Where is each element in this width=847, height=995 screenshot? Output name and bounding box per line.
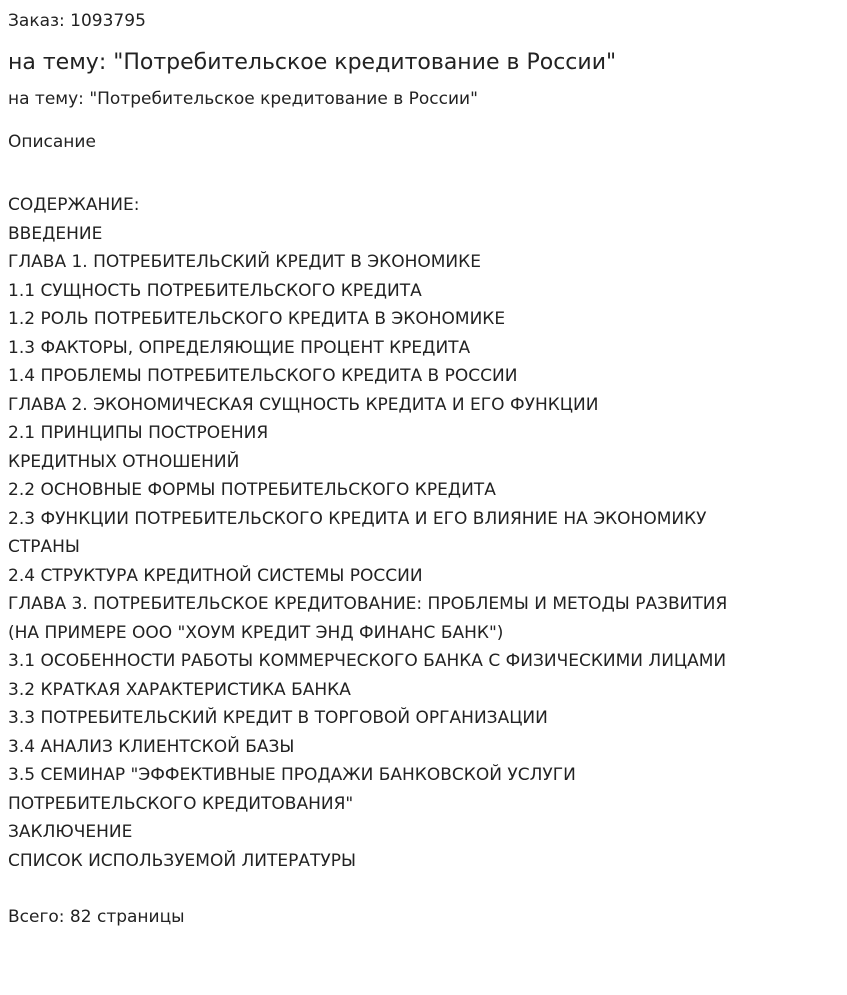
toc-line: 2.2 ОСНОВНЫЕ ФОРМЫ ПОТРЕБИТЕЛЬСКОГО КРЕДИТА: [8, 480, 496, 500]
toc-line: ГЛАВА 2. ЭКОНОМИЧЕСКАЯ СУЩНОСТЬ КРЕДИТА И ЕГО ФУНКЦИИ: [8, 394, 599, 415]
toc-line: КРЕДИТНЫХ ОТНОШЕНИЙ: [8, 451, 240, 472]
toc-line: СПИСОК ИСПОЛЬЗУЕМОЙ ЛИТЕРАТУРЫ: [8, 850, 356, 871]
toc-line: 2.1 ПРИНЦИПЫ ПОСТРОЕНИЯ: [8, 423, 269, 443]
page-count: Всего: 82 страницы: [8, 907, 185, 927]
toc-line: 3.4 АНАЛИЗ КЛИЕНТСКОЙ БАЗЫ: [8, 736, 295, 757]
toc-line: 3.3 ПОТРЕБИТЕЛЬСКИЙ КРЕДИТ В ТОРГОВОЙ ОРГАНИЗАЦИИ: [8, 708, 548, 728]
page-subtitle: на тему: "Потребительское кредитование в России": [8, 89, 478, 109]
toc-line: 2.4 СТРУКТУРА КРЕДИТНОЙ СИСТЕМЫ РОССИИ: [8, 565, 423, 586]
toc-line: ГЛАВА 1. ПОТРЕБИТЕЛЬСКИЙ КРЕДИТ В ЭКОНОМИКЕ: [8, 252, 481, 272]
page-title: на тему: "Потребительское кредитование в России": [8, 50, 617, 75]
toc-line: 1.2 РОЛЬ ПОТРЕБИТЕЛЬСКОГО КРЕДИТА В ЭКОНОМИКЕ: [8, 309, 506, 329]
toc-line: 2.3 ФУНКЦИИ ПОТРЕБИТЕЛЬСКОГО КРЕДИТА И ЕГО ВЛИЯНИЕ НА ЭКОНОМИКУ: [8, 508, 707, 529]
toc-line: 3.1 ОСОБЕННОСТИ РАБОТЫ КОММЕРЧЕСКОГО БАНКА С ФИЗИЧЕСКИМИ ЛИЦАМИ: [8, 651, 727, 671]
toc-line: 1.1 СУЩНОСТЬ ПОТРЕБИТЕЛЬСКОГО КРЕДИТА: [8, 280, 422, 301]
toc-line: СТРАНЫ: [8, 537, 80, 557]
table-of-contents: [8, 191, 727, 875]
toc-line: СОДЕРЖАНИЕ:: [8, 195, 140, 215]
toc-line: 1.3 ФАКТОРЫ, ОПРЕДЕЛЯЮЩИЕ ПРОЦЕНТ КРЕДИТА: [8, 337, 471, 358]
toc-line: ГЛАВА 3. ПОТРЕБИТЕЛЬСКОЕ КРЕДИТОВАНИЕ: ПРОБЛЕМЫ И МЕТОДЫ РАЗВИТИЯ: [8, 594, 728, 614]
toc-line: 3.2 КРАТКАЯ ХАРАКТЕРИСТИКА БАНКА: [8, 679, 351, 700]
description-label: Описание: [8, 132, 96, 152]
toc-line: (НА ПРИМЕРЕ ООО "ХОУМ КРЕДИТ ЭНД ФИНАНС БАНК"): [8, 622, 504, 643]
toc-line: 3.5 СЕМИНАР "ЭФФЕКТИВНЫЕ ПРОДАЖИ БАНКОВСКОЙ УСЛУГИ: [8, 765, 576, 785]
toc-line: ЗАКЛЮЧЕНИЕ: [8, 822, 133, 842]
toc-line: ВВЕДЕНИЕ: [8, 223, 103, 244]
toc-line: ПОТРЕБИТЕЛЬСКОГО КРЕДИТОВАНИЯ": [8, 793, 354, 814]
order-number: Заказ: 1093795: [8, 11, 146, 31]
toc-line: 1.4 ПРОБЛЕМЫ ПОТРЕБИТЕЛЬСКОГО КРЕДИТА В РОССИИ: [8, 366, 518, 386]
